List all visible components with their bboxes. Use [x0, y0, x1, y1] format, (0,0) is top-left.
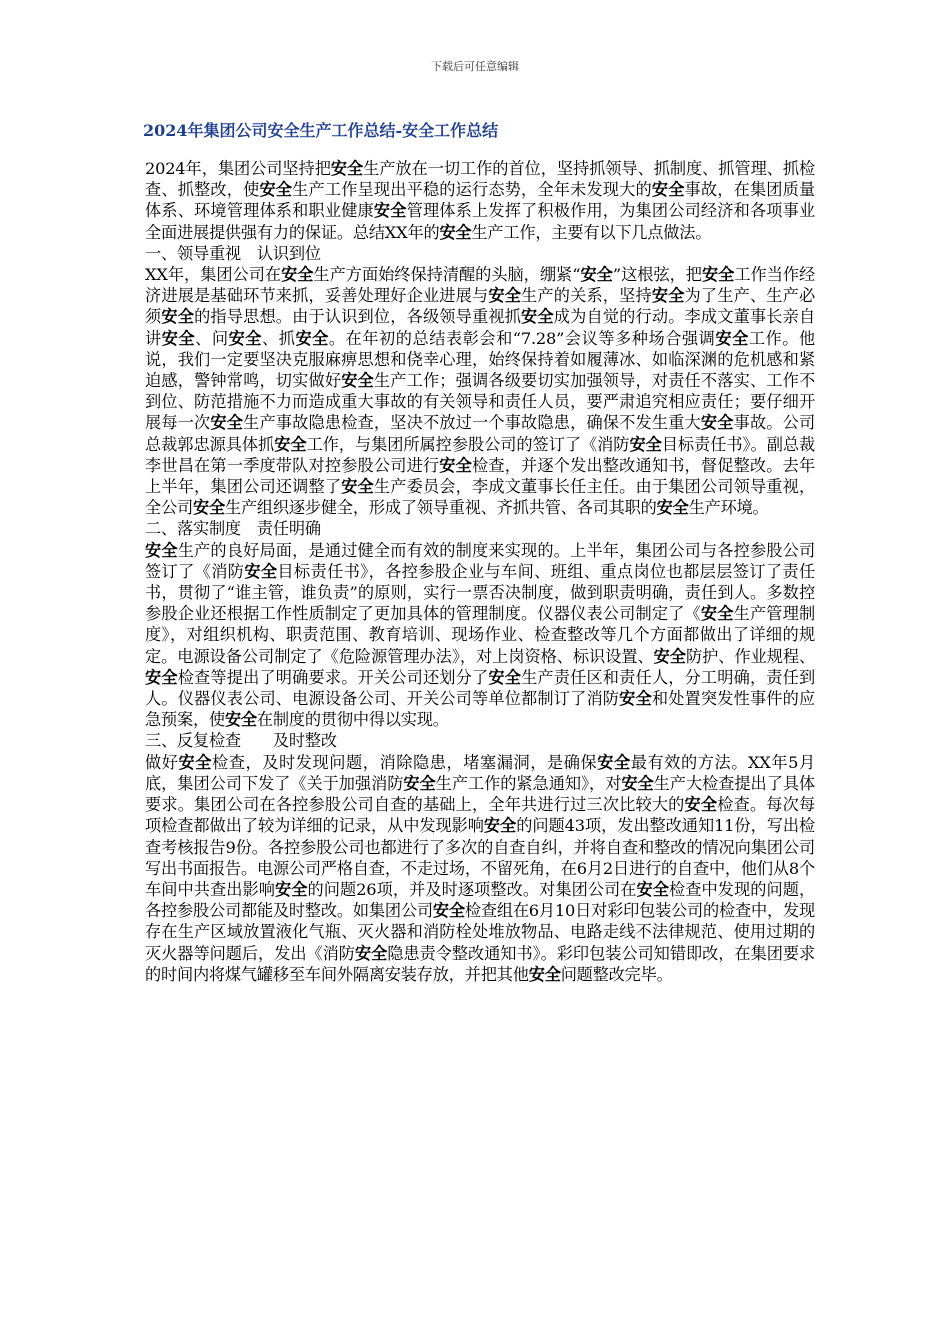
section-body-1: XX年，集团公司在安全生产方面始终保持清醒的头脑，绷紧“安全”这根弦，把安全工作当作经济进展是基础环节来抓，妥善处理好企业进展与安全生产的关系，坚持安全为了生产、生产必须安全的指导思想。由于认识到位，各级领导重视抓安全成为自觉的行动。李成文董事长亲自讲安全、问安全、抓安全。在年初的总结表彰会和“7.28”会议等多种场合强调安全工作。他说，我们一定要坚决克服麻痹思想和侥幸心理，始终保持着如履薄冰、如临深渊的危机感和紧迫感，警钟常鸣，切实做好安全生产工作；强调各级要切实加强领导，对责任不落实、工作不到位、防范措施不力而造成重大事故的有关领导和责任人员，要严肃追究相应责任；要仔细开展每一次安全生产事故隐患检查，坚决不放过一个事故隐患，确保不发生重大安全事故。公司总裁郭忠源具体抓安全工作，与集团所属控参股公司的签订了《消防安全目标责任书》。副总裁李世昌在第一季度带队对控参股公司进行安全检查，并逐个发出整改通知书，督促整改。去年上半年，集团公司还调整了安全生产委员会，李成文董事长任主任。由于集团公司领导重视，全公司安全生产组织逐步健全，形成了领导重视、齐抓共管、各司其职的安全生产环境。 [145, 265, 816, 518]
page-header-note: 下载后可任意编辑 [431, 60, 519, 73]
intro-paragraph: 2024年，集团公司坚持把安全生产放在一切工作的首位，坚持抓领导、抓制度、抓管理、抓检查、抓整改，使安全生产工作呈现出平稳的运行态势，全年未发现大的安全事故，在集团质量体系、环境管理体系和职业健康安全管理体系上发挥了积极作用，为集团公司经济和各项事业全面进展提供强有力的保证。总结XX年的安全生产工作，主要有以下几点做法。 [145, 159, 815, 242]
document-body [145, 158, 815, 985]
section-heading-3: 三、反复检查 及时整改 [145, 731, 337, 751]
section-body-2: 安全生产的良好局面，是通过健全而有效的制度来实现的。上半年，集团公司与各控参股公司签订了《消防安全目标责任书》，各控参股企业与车间、班组、重点岗位也都层层签订了责任书，贯彻了“谁主管，谁负责”的原则，实行一票否决制度，做到职责明确，责任到人。多数控参股企业还根据工作性质制定了更加具体的管理制度。仪器仪表公司制定了《安全生产管理制度》，对组织机构、职责范围、教育培训、现场作业、检查整改等几个方面都做出了详细的规定。电源设备公司制定了《危险源管理办法》，对上岗资格、标识设置、安全防护、作业规程、安全检查等提出了明确要求。开关公司还划分了安全生产责任区和责任人，分工明确，责任到人。仪器仪表公司、电源设备公司、开关公司等单位都制订了消防安全和处置突发性事件的应急预案，使安全在制度的贯彻中得以实现。 [145, 540, 815, 730]
document-title: 2024年集团公司安全生产工作总结-安全工作总结 [143, 121, 499, 140]
section-body-3: 做好安全检查，及时发现问题，消除隐患，堵塞漏洞，是确保安全最有效的方法。XX年5月底，集团公司下发了《关于加强消防安全生产工作的紧急通知》，对安全生产大检查提出了具体要求。集团公司在各控参股公司自查的基础上，全年共进行过三次比较大的安全检查。每次每项检查都做出了较为详细的记录，从中发现影响安全的问题43项，发出整改通知11份，写出检查考核报告9份。各控参股公司也都进行了多次的自查自纠，并将自查和整改的情况向集团公司写出书面报告。电源公司严格自查，不走过场，不留死角，在6月2日进行的自查中，他们从8个车间中共查出影响安全的问题26项，并及时逐项整改。对集团公司在安全检查中发现的问题，各控参股公司都能及时整改。如集团公司安全检查组在6月10日对彩印包装公司的检查中，发现存在生产区域放置液化气瓶、灭火器和消防栓处堆放物品、电路走线不法律规范、使用过期的灭火器等问题后，发出《消防安全隐患责令整改通知书》。彩印包装公司知错即改，在集团要求的时间内将煤气罐移至车间外隔离安装存放，并把其他安全问题整改完毕。 [145, 752, 816, 984]
section-heading-2: 二、落实制度 责任明确 [145, 519, 321, 539]
section-heading-1: 一、领导重视 认识到位 [145, 243, 321, 263]
